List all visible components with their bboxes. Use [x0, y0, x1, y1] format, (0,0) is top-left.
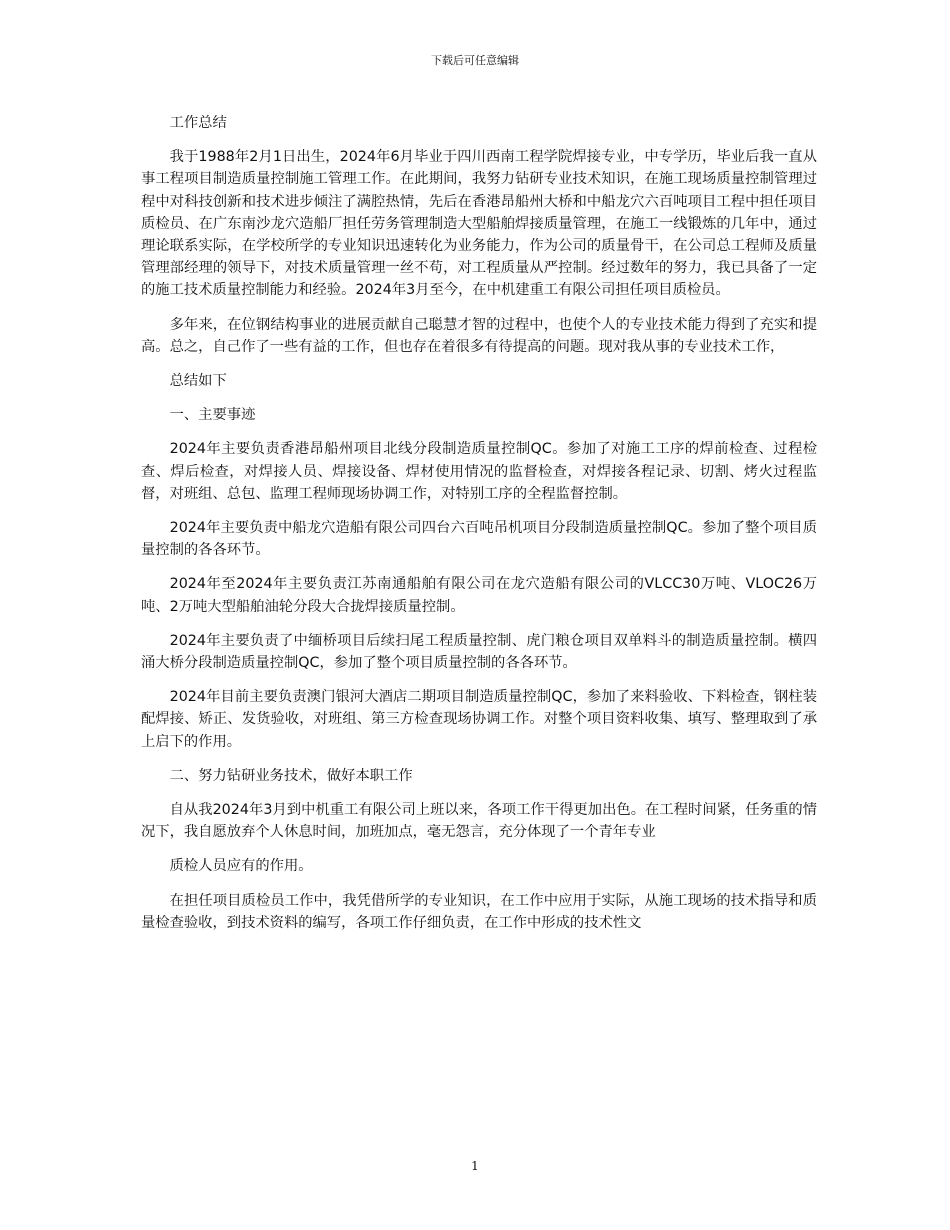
section-heading: 一、主要事迹 — [169, 407, 256, 424]
paragraph: 总结如下 — [169, 373, 227, 390]
paragraph: 多年来，在位钢结构事业的进展贡献自己聪慧才智的过程中，也使个人的专业技术能力得到了充实和提高。总之，自己作了一些有益的工作，但也存在着很多有待提高的问题。现对我从事的专业技术工作， — [141, 316, 817, 355]
page-header: 下载后可任意编辑 — [431, 54, 519, 67]
page-number: 1 — [471, 1159, 479, 1173]
paragraph: 自从我2024年3月到中机重工有限公司上班以来，各项工作干得更加出色。在工程时间紧，任务重的情况下，我自愿放弃个人休息时间，加班加点，毫无怨言，充分体现了一个青年专业 — [141, 802, 817, 841]
paragraph: 2024年目前主要负责澳门银河大酒店二期项目制造质量控制QC，参加了来料验收、下料检查，钢柱装配焊接、矫正、发货验收，对班组、第三方检查现场协调工作。对整个项目资料收集、填写、整理取到了承上启下的作用。 — [141, 689, 817, 750]
document-body — [141, 112, 817, 946]
paragraph: 2024年主要负责香港昂船州项目北线分段制造质量控制QC。参加了对施工工序的焊前检查、过程检查、焊后检查，对焊接人员、焊接设备、焊材使用情况的监督检查，对焊接各程记录、切割、烤火过程监督，对班组、总包、监理工程师现场协调工作，对特别工序的全程监督控制。 — [141, 441, 817, 502]
paragraph: 2024年主要负责了中缅桥项目后续扫尾工程质量控制、虎门粮仓项目双单料斗的制造质量控制。横四涌大桥分段制造质量控制QC，参加了整个项目质量控制的各各环节。 — [141, 632, 817, 672]
section-title: 工作总结 — [169, 115, 227, 131]
paragraph: 在担任项目质检员工作中，我凭借所学的专业知识，在工作中应用于实际，从施工现场的技术指导和质量检查验收，到技术资料的编写，各项工作仔细负责，在工作中形成的技术性文 — [141, 892, 817, 931]
paragraph: 2024年至2024年主要负责江苏南通船舶有限公司在龙穴造船有限公司的VLCC30万吨、VLOC26万吨、2万吨大型船舶油轮分段大合拢焊接质量控制。 — [141, 576, 817, 615]
section-heading: 二、努力钻研业务技术，做好本职工作 — [169, 767, 413, 784]
paragraph: 2024年主要负责中船龙穴造船有限公司四台六百吨吊机项目分段制造质量控制QC。参加了整个项目质量控制的各各环节。 — [141, 520, 817, 559]
paragraph: 质检人员应有的作用。 — [169, 858, 313, 875]
paragraph: 我于1988年2月1日出生，2024年6月毕业于四川西南工程学院焊接专业，中专学历，毕业后我一直从事工程项目制造质量控制施工管理工作。在此期间，我努力钻研专业技术知识，在施工现场质量控制管理过程中对科技创新和技术进步倾注了满腔热情，先后在香港昂船州大桥和中船龙穴六百吨项目工程中担任项目质检员、在广东南沙龙穴造船厂担任劳务管理制造大型船舶焊接质量管理，在施工一线锻炼的几年中，通过理论联系实际，在学校所学的专业知识迅速转化为业务能力，作为公司的质量骨干，在公司总工程师及质量管理部经理的领导下，对技术质量管理一丝不苟，对工程质量从严控制。经过数年的努力，我已具备了一定的施工技术质量控制能力和经验。2024年3月至今，在中机建重工有限公司担任项目质检员。 — [141, 149, 817, 299]
